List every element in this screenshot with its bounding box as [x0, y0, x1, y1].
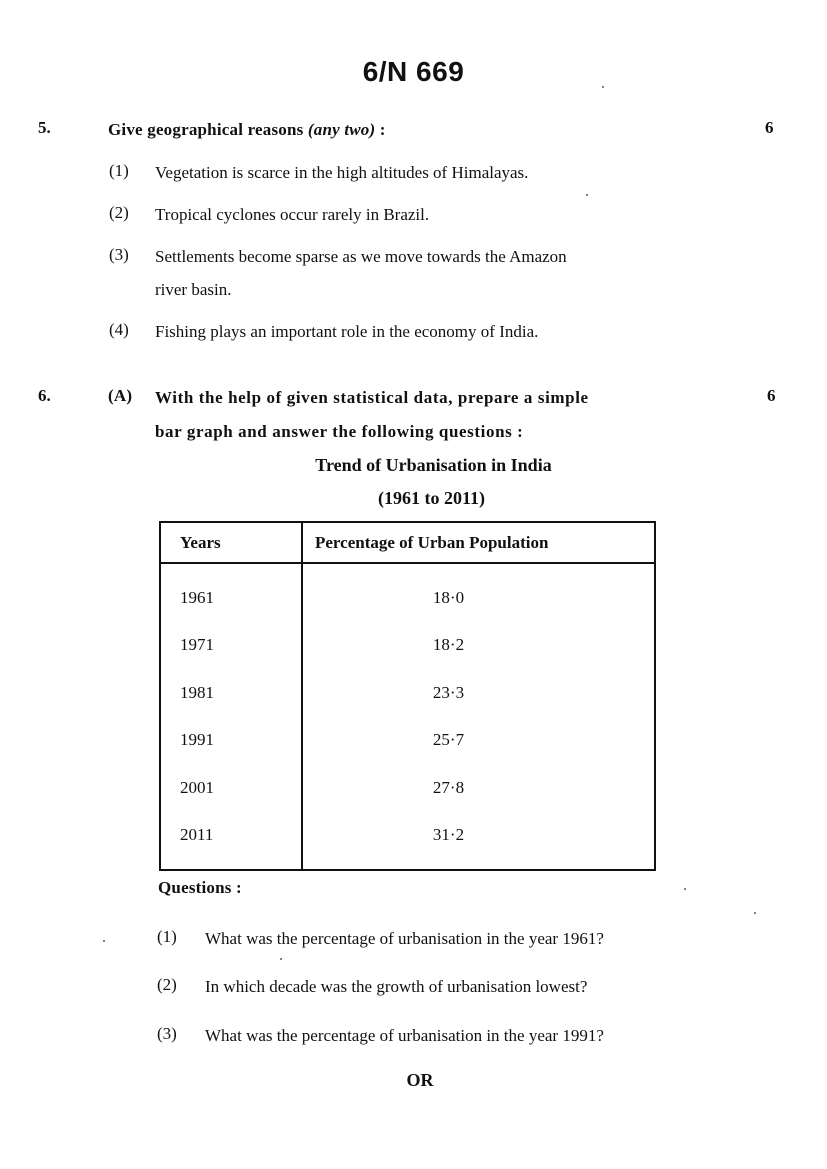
scan-speck — [586, 194, 588, 196]
scan-speck — [280, 958, 282, 960]
table-header-years: Years — [160, 522, 302, 563]
question-5-item-1-text: Vegetation is scarce in the high altitudes of Himalayas. — [155, 163, 529, 182]
question-6-instruction-line-2: bar graph and answer the following questions : — [155, 422, 524, 441]
question-5-item-4-number: (4) — [109, 320, 129, 339]
table-cell-year: 1991 — [180, 730, 214, 750]
table-row — [160, 622, 655, 670]
question-5-item-3-number: (3) — [109, 245, 129, 264]
scan-speck — [684, 888, 686, 890]
table-row — [160, 669, 655, 717]
table-header-row — [160, 522, 655, 563]
question-5-number: 5. — [38, 118, 51, 137]
question-5-heading-note: (any two) — [307, 120, 376, 139]
question-5-heading-text: Give geographical reasons — [108, 120, 304, 139]
question-5-heading — [108, 120, 386, 140]
question-6-number: 6. — [38, 386, 51, 405]
table-row — [160, 717, 655, 765]
question-5-item-3-text-line-2: river basin. — [155, 280, 232, 299]
scan-speck — [754, 912, 756, 914]
table-cell-percentage: 18·2 — [302, 622, 655, 670]
or-divider: OR — [406, 1070, 434, 1090]
table-cell-year: 1961 — [180, 587, 214, 607]
table-cell-year: 1971 — [180, 635, 214, 655]
table-cell-percentage: 25·7 — [302, 717, 655, 765]
table-cell-year: 2011 — [180, 825, 214, 845]
table-cell-percentage: 23·3 — [302, 669, 655, 717]
paper-code: 6/N 669 — [362, 56, 465, 87]
table-cell-percentage: 31·2 — [302, 812, 655, 871]
question-5-item-2-text: Tropical cyclones occur rarely in Brazil. — [155, 205, 430, 224]
table-cell-percentage: 18·0 — [302, 563, 655, 622]
table-subtitle: (1961 to 2011) — [378, 488, 485, 508]
table-cell-year: 2001 — [180, 777, 214, 797]
question-6-sub-1-text: What was the percentage of urbanisation in the year 1961? — [205, 929, 604, 948]
question-5-item-1-number: (1) — [109, 161, 129, 180]
scan-speck — [103, 940, 105, 942]
question-5-heading-colon: : — [379, 120, 386, 139]
table-header-percentage: Percentage of Urban Population — [302, 522, 655, 563]
table-row — [160, 812, 655, 871]
question-6-instruction-line-1: With the help of given statistical data, prepare a simple — [155, 388, 589, 407]
question-6-sub-3-number: (3) — [157, 1024, 177, 1043]
question-5-item-2-number: (2) — [109, 203, 129, 222]
scan-speck — [602, 86, 604, 88]
question-6-sub-1-number: (1) — [157, 927, 177, 946]
table-title: Trend of Urbanisation in India — [315, 455, 552, 475]
question-6-sub-2-number: (2) — [157, 975, 177, 994]
question-5-marks: 6 — [765, 118, 774, 137]
question-5-item-3-text-line-1: Settlements become sparse as we move towards the Amazon — [155, 247, 567, 266]
question-6-marks: 6 — [767, 386, 776, 405]
table-cell-percentage: 27·8 — [302, 764, 655, 812]
table-cell-year: 1981 — [180, 682, 214, 702]
urbanisation-table — [159, 521, 656, 871]
question-5-item-4-text: Fishing plays an important role in the economy of India. — [155, 322, 539, 341]
questions-label: Questions : — [158, 878, 242, 897]
question-6-sub-3-text: What was the percentage of urbanisation in the year 1991? — [205, 1026, 604, 1045]
table-row — [160, 563, 655, 622]
question-6-sub-2-text: In which decade was the growth of urbanisation lowest? — [205, 977, 588, 996]
table-row — [160, 764, 655, 812]
question-6-part-label: (A) — [108, 386, 133, 405]
